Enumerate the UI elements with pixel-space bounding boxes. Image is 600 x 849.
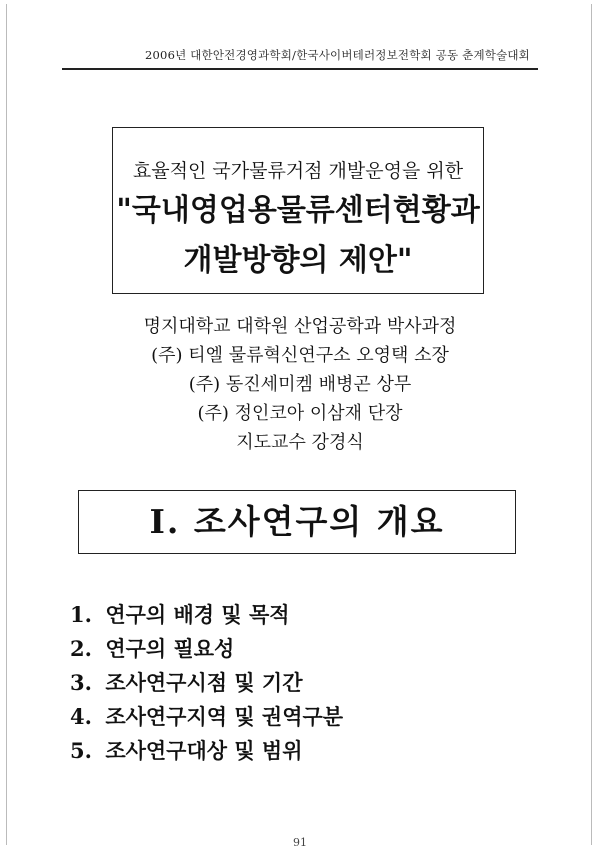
toc-item-number: 1. <box>70 602 92 627</box>
toc-item-number: 4. <box>70 704 92 729</box>
toc-item-label: 조사연구지역 및 권역구분 <box>105 704 344 729</box>
toc-item <box>70 632 343 666</box>
page-number: 91 <box>293 836 307 849</box>
toc-item-number: 2. <box>70 636 92 661</box>
author-line: (주) 정인코아 이삼재 단장 <box>197 403 403 424</box>
author-line: 명지대학교 대학원 산업공학과 박사과정 <box>143 316 457 337</box>
toc-item <box>70 700 343 734</box>
author-line: (주) 동진세미켐 배병곤 상무 <box>188 374 412 395</box>
toc-item-number: 5. <box>70 738 92 763</box>
toc-item <box>70 666 343 700</box>
paper-title-line-2: 개발방향의 제안" <box>183 243 413 278</box>
header-divider <box>62 68 538 70</box>
conference-header: 2006년 대한안전경영과학회/한국사이버테러정보전학회 공동 춘계학술대회 <box>145 48 530 62</box>
toc-item-number: 3. <box>70 670 92 695</box>
toc-item-label: 연구의 배경 및 목적 <box>105 602 290 627</box>
advisor-line: 지도교수 강경식 <box>236 432 364 453</box>
toc-item-label: 조사연구시점 및 기간 <box>105 670 303 695</box>
section-heading: I. 조사연구의 개요 <box>78 490 516 554</box>
table-of-contents <box>70 598 343 768</box>
toc-item-label: 연구의 필요성 <box>105 636 235 661</box>
toc-item <box>70 734 343 768</box>
paper-subtitle: 효율적인 국가물류거점 개발운영을 위한 <box>132 160 464 182</box>
paper-title-line-1: "국내영업용물류센터현황과 <box>116 193 480 228</box>
author-list <box>0 312 600 457</box>
author-line: (주) 티엘 물류혁신연구소 오영택 소장 <box>151 345 449 366</box>
toc-item-label: 조사연구대상 및 범위 <box>105 738 303 763</box>
paper-title-box <box>112 127 484 294</box>
toc-item <box>70 598 343 632</box>
